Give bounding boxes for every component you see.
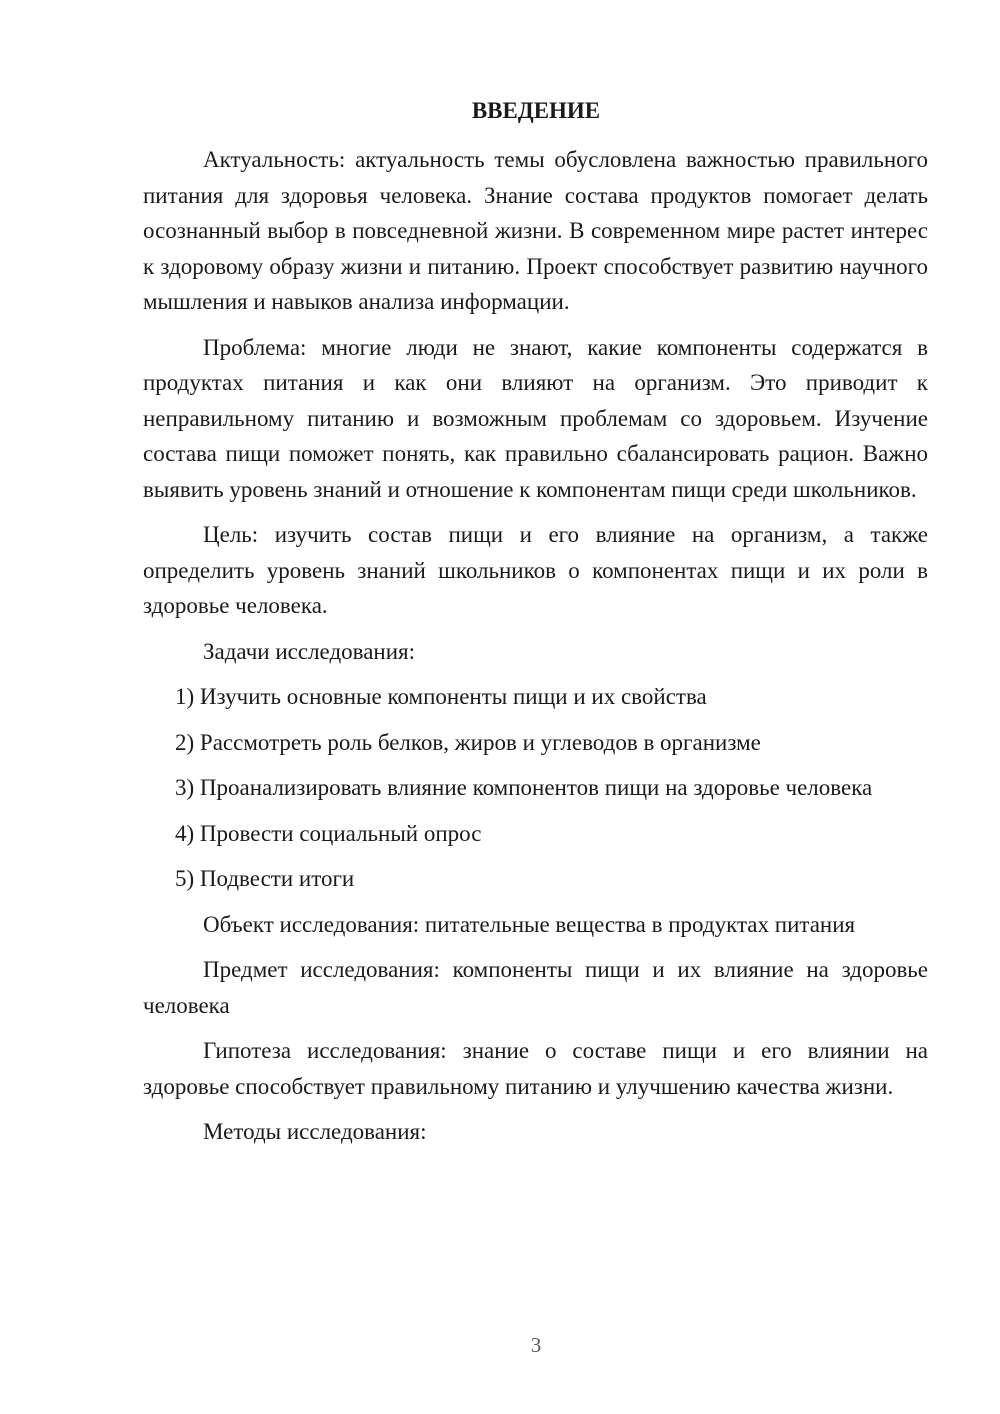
task-item: 1) Изучить основные компоненты пищи и их свойства [175, 684, 707, 709]
paragraph-hypothesis: Гипотеза исследования: знание о составе пищи и его влиянии на здоровье способствует правильному питанию и улучшению качества жизни. [143, 1038, 928, 1099]
page-number: 3 [530, 1333, 542, 1357]
paragraph-object: Объект исследования: питательные вещества в продуктах питания [203, 911, 856, 937]
document-body [143, 142, 928, 1150]
methods-heading: Методы исследования: [203, 1119, 427, 1144]
paragraph-problem: Проблема: многие люди не знают, какие компоненты содержатся в продуктах питания и как они влияют на организм. Это приводит к неправильному питанию и возможным проблемам со здоровьем. Изучение состава пищи поможет понять, как правильно сбалансировать рацион. Важно выявить уровень знаний и отношение к компонентам пищи среди школьников. [143, 334, 928, 502]
task-item: 4) Провести социальный опрос [175, 820, 482, 846]
tasks-heading: Задачи исследования: [203, 638, 416, 664]
paragraph-goal: Цель: изучить состав пищи и его влияние на организм, а также определить уровень знаний школьников о компонентах пищи и их роли в здоровье человека. [143, 522, 928, 618]
task-item: 3) Проанализировать влияние компонентов пищи на здоровье человека [175, 775, 873, 800]
paragraph-subject: Предмет исследования: компоненты пищи и их влияние на здоровье человека [143, 957, 928, 1018]
section-title: ВВЕДЕНИЕ [471, 98, 601, 123]
task-item: 2) Рассмотреть роль белков, жиров и углеводов в организме [175, 729, 761, 755]
task-item: 5) Подвести итоги [175, 866, 355, 891]
paragraph-relevance: Актуальность: актуальность темы обусловлена важностью правильного питания для здоровья человека. Знание состава продуктов помогает делать осознанный выбор в повседневной жизни. В современном мире растет интерес к здоровому образу жизни и питанию. Проект способствует развитию научного мышления и навыков анализа информации. [143, 147, 928, 314]
